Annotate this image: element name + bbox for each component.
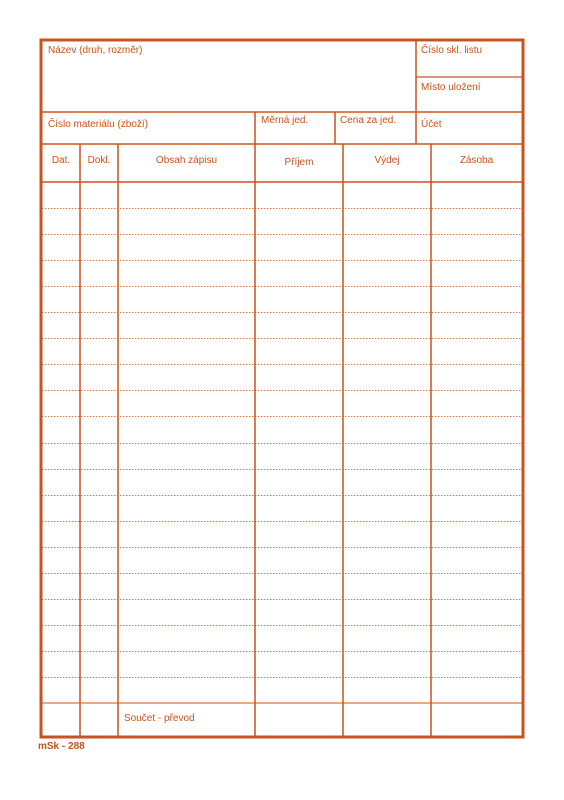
unit-label: Měrná jed. — [261, 115, 309, 126]
sheet-number-label: Číslo skl. listu — [421, 45, 483, 56]
footer-total-label: Součet - převod — [124, 713, 195, 724]
column-header-entry: Obsah zápisu — [155, 155, 218, 166]
column-header-date: Dat. — [51, 155, 71, 166]
column-header-document: Dokl. — [87, 155, 111, 166]
column-header-stock: Zásoba — [459, 155, 494, 166]
form-code: mSk - 288 — [38, 741, 85, 752]
account-label: Účet — [421, 119, 442, 130]
name-label: Název (druh, rozměr) — [48, 45, 143, 56]
column-header-receipt: Příjem — [284, 157, 314, 168]
location-label: Místo uložení — [421, 82, 481, 93]
column-header-issue: Výdej — [374, 155, 400, 166]
unit-price-label: Cena za jed. — [340, 115, 397, 126]
material-number-label: Číslo materiálu (zboží) — [48, 119, 149, 130]
